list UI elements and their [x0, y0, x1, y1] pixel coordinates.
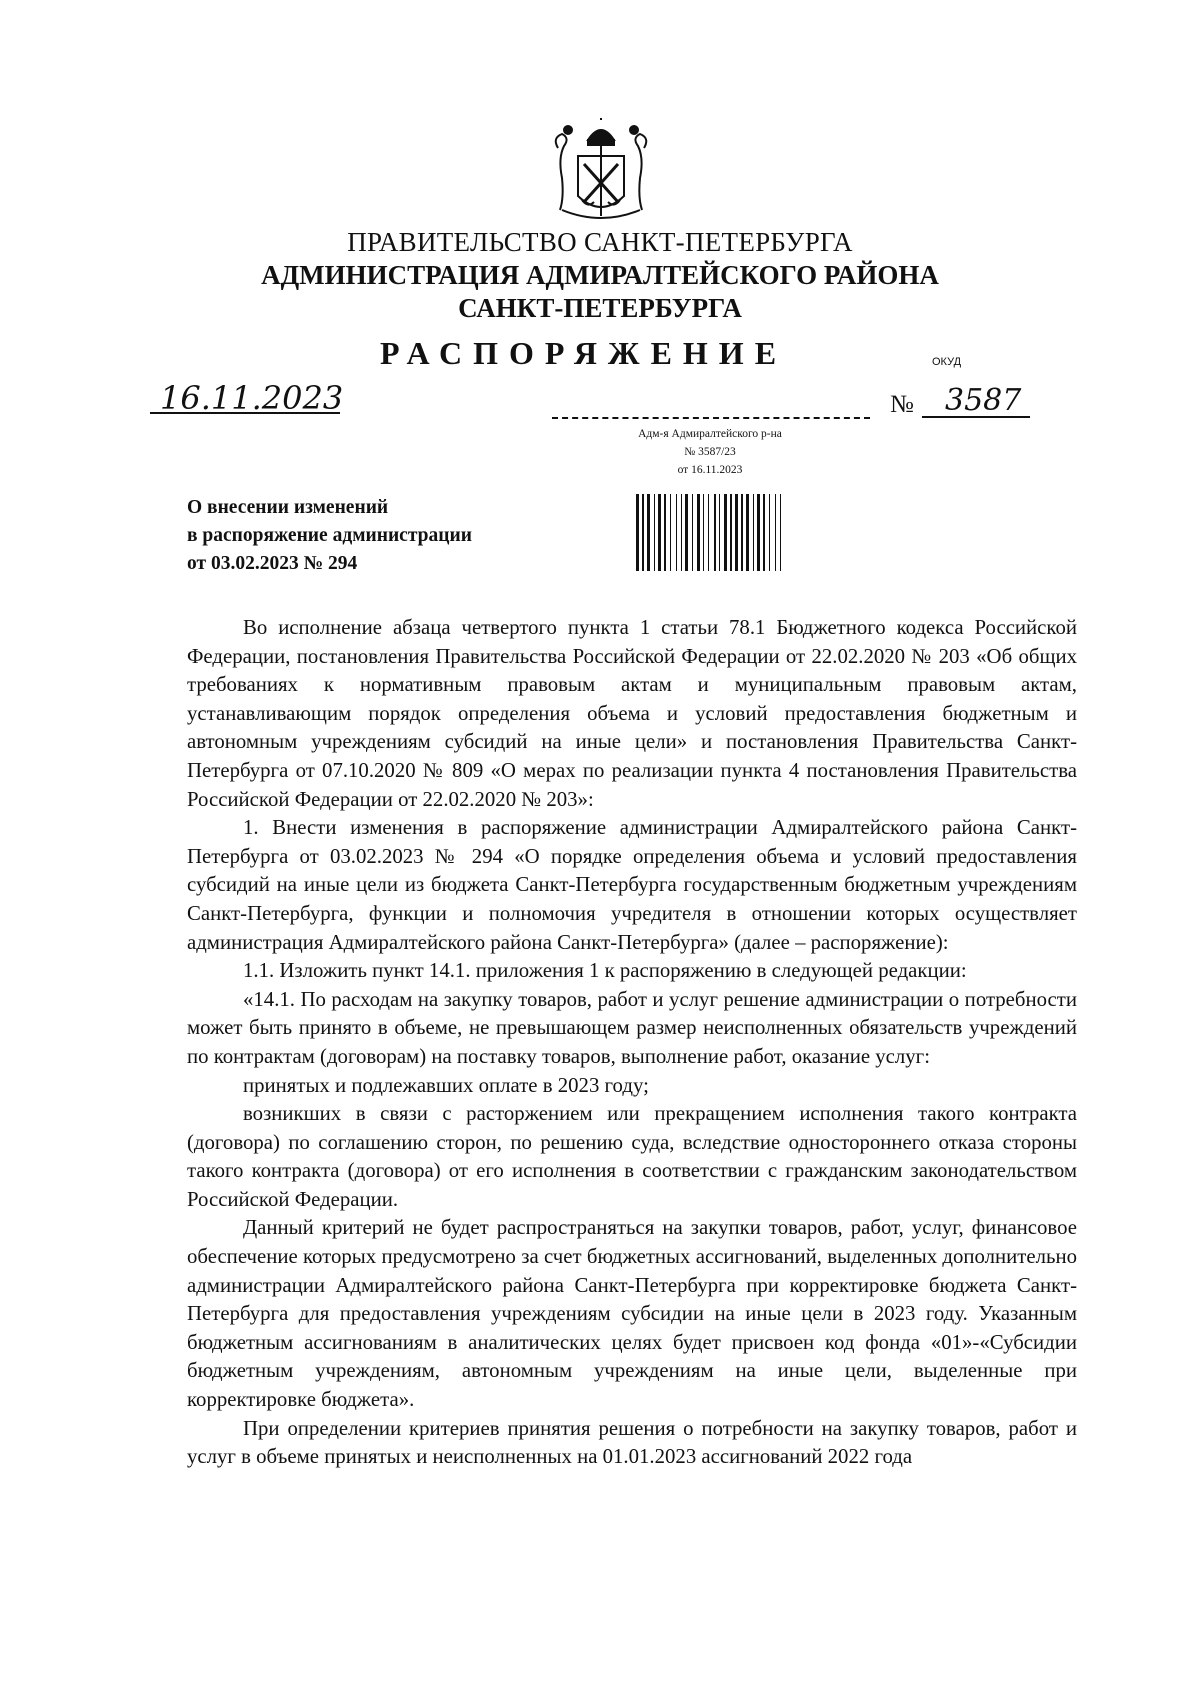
barcode-bar — [730, 494, 732, 571]
date-underline — [150, 412, 340, 414]
paragraph-item-1-1: 1.1. Изложить пункт 14.1. приложения 1 к распоряжению в следующей редакции: — [243, 959, 967, 983]
barcode-bar — [676, 494, 677, 571]
barcode-bar — [697, 494, 700, 571]
barcode-bar — [658, 494, 661, 571]
number-sign: № — [890, 391, 914, 418]
registration-stamp — [600, 425, 820, 479]
barcode-bar — [703, 494, 704, 571]
barcode-bar — [664, 494, 666, 571]
barcode-bar — [654, 494, 655, 571]
coat-of-arms-icon — [548, 118, 654, 228]
document-subject — [187, 494, 472, 578]
barcode-bar — [714, 494, 716, 571]
barcode-bar — [647, 494, 650, 571]
city-title: САНКТ-ПЕТЕРБУРГА — [458, 293, 742, 323]
barcode-bar — [685, 494, 688, 571]
barcode-bar — [775, 494, 776, 571]
stamp-line-2: № 3587/23 — [684, 446, 736, 458]
administration-title: АДМИНИСТРАЦИЯ АДМИРАЛТЕЙСКОГО РАЙОНА — [261, 260, 939, 290]
barcode-bar — [708, 494, 709, 571]
barcode-bar — [780, 494, 781, 571]
handwritten-number: 3587 — [945, 383, 1022, 418]
handwritten-date: 16.11.2023 — [160, 379, 344, 417]
barcode-bar — [681, 494, 682, 571]
barcode-icon — [636, 494, 784, 571]
barcode-bar — [753, 494, 754, 571]
paragraph-list-item-1: принятых и подлежавших оплате в 2023 году; — [243, 1073, 649, 1097]
barcode-bar — [670, 494, 671, 571]
barcode-bar — [741, 494, 743, 571]
stamp-line-1: Адм-я Адмиралтейского р-на — [638, 428, 782, 440]
barcode-bar — [769, 494, 770, 571]
stamp-line-3: от 16.11.2023 — [677, 464, 743, 476]
barcode-bar — [719, 494, 720, 571]
government-title: ПРАВИТЕЛЬСТВО САНКТ-ПЕТЕРБУРГА — [347, 227, 853, 257]
paragraph-list-item-2: возникших в связи с расторжением или прекращением исполнения такого контракта (договора) по соглашению сторон, по решению суда, вследствие одностороннего отказа стороны такого контракта (договора) от его исполнения в соответствии с гражданским законодательством Российской Федерации. — [187, 1102, 1077, 1211]
barcode-bar — [746, 494, 749, 571]
okud-label: ОКУД — [932, 356, 962, 368]
barcode-bar — [735, 494, 738, 571]
document-body — [187, 614, 1077, 1472]
barcode-bar — [636, 494, 639, 571]
barcode-bar — [757, 494, 760, 571]
subject-line-2: в распоряжение администрации — [187, 525, 472, 546]
document-type: РАСПОРЯЖЕНИЕ — [380, 335, 788, 371]
paragraph-criterion: Данный критерий не будет распространяться на закупки товаров, работ, услуг, финансовое обеспечение которых предусмотрено за счет бюджетных ассигнований, выделенных дополнительно администрации Адмиралтейского района Санкт-Петербурга при корректировке бюджета Санкт-Петербурга для предоставления учреждениям субсидии на иные цели в 2023 году. Указанным бюджетным ассигнованиям в аналитических целях будет присвоен код фонда «01»-«Субсидии бюджетным учреждениям, автономным учреждениям на иные цели, выделенные при корректировке бюджета». — [187, 1216, 1077, 1412]
barcode-bar — [724, 494, 727, 571]
number-underline — [922, 416, 1030, 418]
subject-line-1: О внесении изменений — [187, 497, 389, 518]
barcode-bar — [763, 494, 765, 571]
barcode-bar — [642, 494, 644, 571]
paragraph-criteria-definition: При определении критериев принятия решения о потребности на закупку товаров, работ и услуг в объеме принятых и неисполненных на 01.01.2023 ассигнований 2022 года — [187, 1416, 1077, 1469]
paragraph-item-1: 1. Внести изменения в распоряжение администрации Адмиралтейского района Санкт-Петербурга от 03.02.2023 № 294 «О порядке определения объема и условий предоставления субсидий на иные цели из бюджета Санкт-Петербурга государственным бюджетным учреждениям Санкт-Петербурга, функции и полномочия учредителя в отношении которых осуществляет администрация Адмиралтейского района Санкт-Петербурга» (далее – распоряжение): — [187, 816, 1077, 954]
number-dashed-line — [552, 417, 870, 419]
paragraph-item-14-1: «14.1. По расходам на закупку товаров, работ и услуг решение администрации о потребности может быть принято в объеме, не превышающем размер неисполненных обязательств учреждений по контрактам (договорам) на поставку товаров, выполнение работ, оказание услуг: — [187, 987, 1077, 1068]
paragraph-preamble: Во исполнение абзаца четвертого пункта 1 статьи 78.1 Бюджетного кодекса Российской Федерации, постановления Правительства Российской Федерации от 22.02.2020 № 203 «Об общих требованиях к нормативным правовым актам и муниципальным правовым актам, устанавливающим порядок определения объема и условий предоставления бюджетным и автономным учреждениям субсидий на иные цели» и постановления Правительства Санкт-Петербурга от 07.10.2020 № 809 «О мерах по реализации пункта 4 постановления Правительства Российской Федерации от 22.02.2020 № 203»: — [187, 616, 1077, 811]
barcode-bar — [692, 494, 693, 571]
subject-line-3: от 03.02.2023 № 294 — [187, 553, 358, 574]
